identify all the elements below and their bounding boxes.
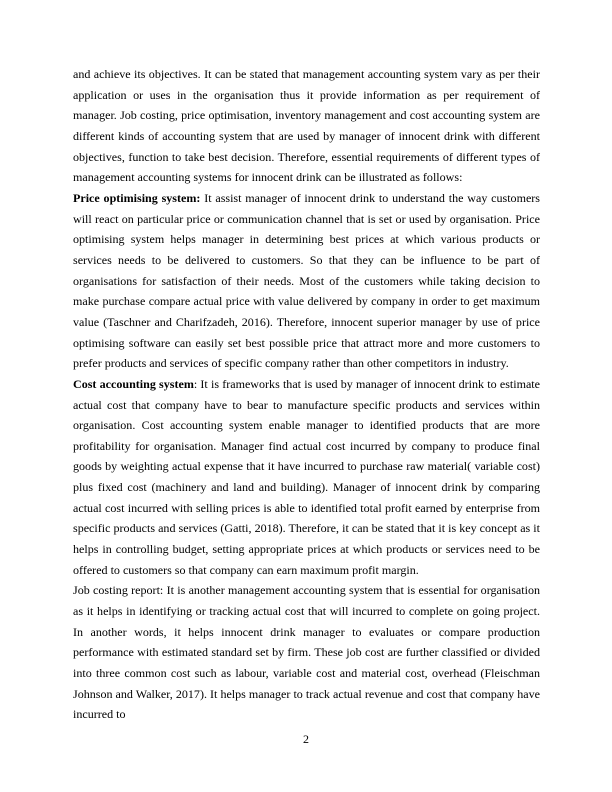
price-optimising-heading: Price optimising system: [73, 190, 201, 205]
intro-paragraph: and achieve its objectives. It can be stated that management accounting system vary as per their application or uses in the organisation thus it provide information as per requirement of manager. Job costing, price optimisation, inventory management and cost accounting system are different kinds of accounting system that are used by manager of innocent drink with different objectives, function to take best decision. Therefore, essential requirements of different types of management accounting systems for innocent drink can be illustrated as follows: [73, 67, 540, 185]
cost-accounting-paragraph [73, 374, 540, 581]
price-optimising-text: It assist manager of innocent drink to understand the way customers will react on particular price or communication channel that is set or used by organisation. Price optimising system helps manager in determining best prices at which various products or services needs to be delivered to customers. So that they can be influence to be part of organisations for satisfaction of their needs. Most of the customers while taking decision to make purchase compare actual price with value delivered by company in order to get maximum value (Taschner and Charifzadeh, 2016). Therefore, innocent superior manager by use of price optimising software can easily set best possible price that attract more and more customers to prefer products and services of specific company rather than other competitors in industry. [73, 190, 540, 371]
cost-accounting-text: : It is frameworks that is used by manager of innocent drink to estimate actual cost that company have to bear to manufacture specific products and services within organisation. Cost accounting system enable manager to identified products that are more profitability for organisation. Manager find actual cost incurred by company to produce final goods by weighting actual expense that it have incurred to purchase raw material( variable cost) plus fixed cost (machinery and land and building). Manager of innocent drink by comparing actual cost incurred with selling prices is able to identified total profit earned by enterprise from specific products and services (Gatti, 2018). Therefore, it can be stated that it is key concept as it helps in controlling budget, setting appropriate prices at which products or services need to be offered to customers so that company can earn maximum profit margin. [73, 376, 540, 577]
body-text [73, 64, 540, 725]
page-number: 2 [303, 732, 309, 746]
price-optimising-paragraph [73, 188, 540, 374]
cost-accounting-heading: Cost accounting system [73, 376, 194, 391]
job-costing-paragraph: Job costing report: It is another management accounting system that is essential for organisation as it helps in identifying or tracking actual cost that will incurred to complete on going project. In another words, it helps innocent drink manager to evaluates or compare production performance with estimated standard set by firm. These job cost are further classified or divided into three common cost such as labour, variable cost and material cost, overhead (Fleischman Johnson and Walker, 2017). It helps manager to track actual revenue and cost that company have incurred to [73, 583, 540, 722]
